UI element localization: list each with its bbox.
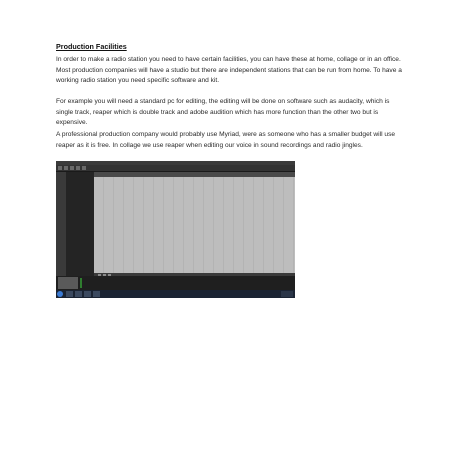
section-heading: Production Facilities — [56, 42, 127, 51]
paragraph-myriad-reaper: A professional production company would probably use Myriad, were as someone who has a smaller budget will use reaper as it is free. In collage we use reaper when editing our voice in sound recordings and radio jingles. — [56, 131, 396, 149]
taskbar-app-icon — [84, 291, 91, 297]
taskbar-app-icon — [75, 291, 82, 297]
paragraph-software: For example you will need a standard pc for editing, the editing will be done on software such as audacity, which is single track, reaper which is double track and adobe audition which has more function than the other two but is expensive. — [56, 98, 390, 127]
taskbar-clock — [281, 291, 293, 297]
toolbar-button-icon — [82, 166, 86, 170]
taskbar-app-icon — [93, 291, 100, 297]
mixer-strip — [58, 277, 78, 289]
paragraph-facilities: In order to make a radio station you need to have certain facilities, you can have these at home, collage or in an office. Most production companies will have a studio but there are independent stations that can be run from home. To have a working radio station you need specific software and kit. — [56, 56, 402, 85]
taskbar-app-icon — [66, 291, 73, 297]
app-toolbar — [56, 165, 295, 172]
toolbar-button-icon — [58, 166, 62, 170]
start-button-icon — [57, 291, 63, 297]
toolbar-button-icon — [76, 166, 80, 170]
mixer-panel — [56, 276, 295, 290]
reaper-screenshot — [56, 161, 295, 298]
toolbar-button-icon — [70, 166, 74, 170]
track-control-panel — [66, 172, 95, 276]
toolbar-button-icon — [64, 166, 68, 170]
arrange-view — [94, 177, 295, 273]
track-control-sidebar — [56, 172, 66, 276]
windows-taskbar — [56, 290, 295, 298]
level-meter — [80, 278, 82, 288]
